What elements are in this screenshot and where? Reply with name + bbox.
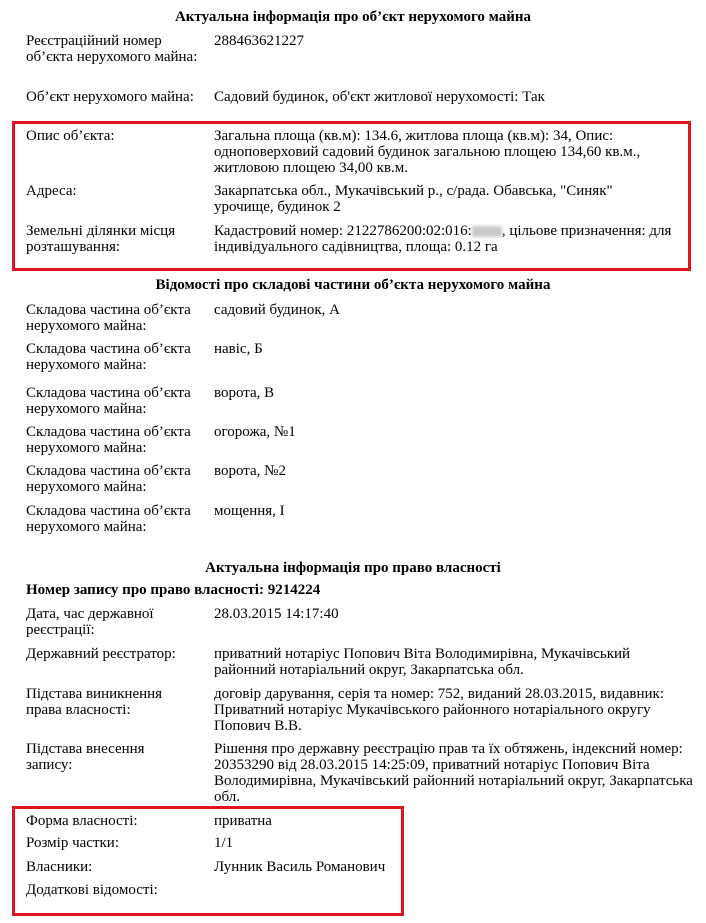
value-component: ворота, В (214, 385, 275, 401)
label-entry-basis: Підстава внесення запису: (26, 741, 145, 773)
value-address: Закарпатська обл., Мукачівський р., с/рада. Обавська, "Синяк" урочище, будинок 2 (214, 183, 613, 215)
value-land-plots (214, 223, 684, 255)
label-land-plots: Земельні ділянки місця розташування: (26, 223, 176, 255)
ownership-record-number: Номер запису про право власності: 9214224 (26, 582, 321, 598)
label-address: Адреса: (26, 183, 77, 199)
cadastral-suffix: , цільове призначення: для індивідуального садівництва, площа: 0.12 га (214, 223, 672, 255)
label-registration-number: Реєстраційний номер об’єкта нерухомого майна: (26, 33, 198, 65)
label-component: Складова частина об’єкта нерухомого майна: (26, 341, 191, 373)
label-component: Складова частина об’єкта нерухомого майна: (26, 424, 191, 456)
label-additional-info: Додаткові відомості: (26, 882, 158, 898)
value-ownership-form: приватна (214, 813, 272, 829)
label-ownership-form: Форма власності: (26, 813, 138, 829)
value-registration-date: 28.03.2015 14:17:40 (214, 606, 339, 622)
label-component: Складова частина об’єкта нерухомого майна: (26, 503, 191, 535)
value-component: садовий будинок, А (214, 302, 340, 318)
value-registrar: приватний нотаріус Попович Віта Володимирівна, Мукачівський районний нотаріальний округ, Закарпатська обл. (214, 646, 631, 678)
value-share-size: 1/1 (214, 835, 234, 851)
label-description: Опис об’єкта: (26, 128, 115, 144)
label-share-size: Розмір частки: (26, 835, 119, 851)
cadastral-prefix: Кадастровий номер: 2122786200:02:016: (214, 223, 472, 239)
value-owners: Лунник Василь Романович (214, 859, 386, 875)
value-ownership-basis: договір дарування, серія та номер: 752, виданий 28.03.2015, видавник: Приватний нотаріус Мукачівського районного нотаріального округу Попович В.В. (214, 686, 664, 734)
value-component: огорожа, №1 (214, 424, 296, 440)
section-title-components: Відомості про складові частини об’єкта нерухомого майна (155, 277, 551, 293)
label-object: Об’єкт нерухомого майна: (26, 89, 194, 105)
value-component: мощення, І (214, 503, 285, 519)
label-component: Складова частина об’єкта нерухомого майна: (26, 385, 191, 417)
value-entry-basis: Рішення про державну реєстрацію прав та їх обтяжень, індексний номер: 20353290 від 28.03.2015 14:25:09, приватний нотаріус Попович Віта Володимирівна, Мукачівський районний нотаріальний округ, Закарпатська обл. (214, 741, 693, 805)
label-registrar: Державний реєстратор: (26, 646, 176, 662)
value-component: навіс, Б (214, 341, 263, 357)
label-registration-date: Дата, час державної реєстрації: (26, 606, 154, 638)
label-owners: Власники: (26, 859, 93, 875)
value-component: ворота, №2 (214, 463, 286, 479)
section-title-object: Актуальна інформація про об’єкт нерухомого майна (174, 9, 532, 25)
label-component: Складова частина об’єкта нерухомого майна: (26, 463, 191, 495)
label-component: Складова частина об’єкта нерухомого майна: (26, 302, 191, 334)
section-title-ownership: Актуальна інформація про право власності (205, 560, 501, 576)
label-ownership-basis: Підстава виникнення права власності: (26, 686, 163, 718)
value-object: Садовий будинок, об'єкт житлової нерухомості: Так (214, 89, 545, 105)
value-registration-number: 288463621227 (214, 33, 304, 49)
redacted-blur (472, 226, 502, 237)
value-description: Загальна площа (кв.м): 134.6, житлова площа (кв.м): 34, Опис: одноповерховий садовий будинок загальною площею 134,60 кв.м., житловою площею 34,00 кв.м. (214, 128, 641, 176)
